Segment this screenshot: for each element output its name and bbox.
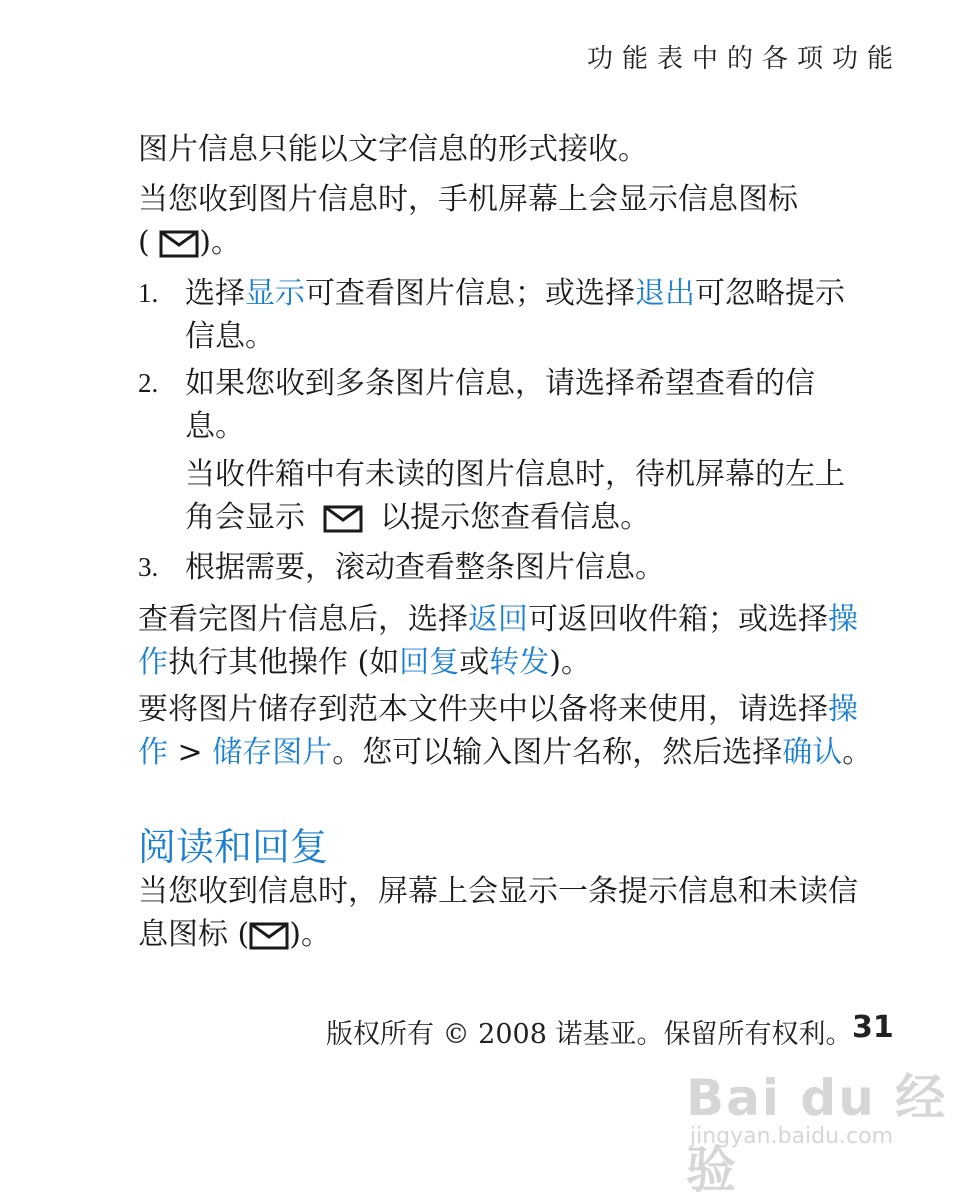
link-exit[interactable]: 退出 [635,276,695,311]
menu-separator: > [168,735,213,770]
link-confirm[interactable]: 确认 [782,735,843,770]
step-text: 根据需要，滚动查看整条图片信息。 [185,550,665,585]
paragraph-text: 查看完图片信息后，选择 [138,602,468,637]
step-number: 3. [138,552,159,582]
paragraph-text: 息图标 ( [138,917,250,952]
envelope-icon [249,922,289,950]
paragraph-text: 当您收到信息时，屏幕上会显示一条提示信息和未读信 [138,874,858,909]
paragraph-text: )。 [289,917,331,952]
paragraph-picture-notify [138,178,908,264]
note-text: 以提示您查看信息。 [380,500,651,535]
note-text: 角会显示 [185,500,305,535]
paren-open: ( [138,225,150,260]
step-text: 选择 [185,276,245,311]
paragraph-text: 图片信息只能以文字信息的形式接收。 [138,132,648,167]
link-options[interactable]: 作 [138,735,168,770]
paragraph-text: 当您收到图片信息时，手机屏幕上会显示信息图标 [138,182,798,217]
watermark-logo [686,1058,964,1202]
step-text: 息。 [185,409,245,444]
paragraph-after-view [138,598,908,684]
note-text: 当收件箱中有未读的图片信息时，待机屏幕的左上 [185,457,845,492]
step-3 [138,546,908,589]
paragraph-text: 。 [842,735,873,770]
paragraph-text: 可返回收件箱；或选择 [528,602,828,637]
paragraph-text: 或 [459,645,490,680]
step-text: 可查看图片信息；或选择 [305,276,635,311]
page-number: 31 [852,1010,894,1045]
link-options[interactable]: 作 [138,645,168,680]
envelope-icon [159,230,199,258]
link-reply[interactable]: 回复 [399,645,460,680]
link-show[interactable]: 显示 [245,276,305,311]
section-title: 阅读和回复 [138,825,329,869]
paragraph-text: 。您可以输入图片名称，然后选择 [332,735,783,770]
paragraph-text: 要将图片储存到范本文件夹中以备将来使用，请选择 [138,692,828,727]
step-2 [138,362,908,448]
paragraph-text: 执行其他操作 (如 [168,645,400,680]
envelope-icon [323,505,363,533]
paragraph-picture-receive [138,128,908,171]
link-forward[interactable]: 转发 [489,645,550,680]
step-2-note [185,453,905,539]
step-text: 信息。 [185,319,275,354]
watermark-main: Bai du 经验 [686,1069,948,1199]
paragraph-text: )。 [549,645,591,680]
paragraph-read-reply [138,870,908,956]
link-back[interactable]: 返回 [468,602,528,637]
step-number: 2. [138,368,159,398]
link-options[interactable]: 操 [828,602,858,637]
watermark-url: jingyan.baidu.com [690,1124,894,1149]
step-1 [138,272,908,358]
page-header: 功能表中的各项功能 [586,44,902,74]
link-save-picture[interactable]: 储存图片 [212,735,333,770]
paragraph-save-template [138,688,908,774]
footer-copyright: 版权所有 © 2008 诺基亚。保留所有权利。 [326,1019,853,1050]
paren-close: )。 [199,225,241,260]
step-text: 可忽略提示 [695,276,845,311]
link-options[interactable]: 操 [828,692,858,727]
step-number: 1. [138,278,159,308]
step-text: 如果您收到多条图片信息，请选择希望查看的信 [185,366,815,401]
